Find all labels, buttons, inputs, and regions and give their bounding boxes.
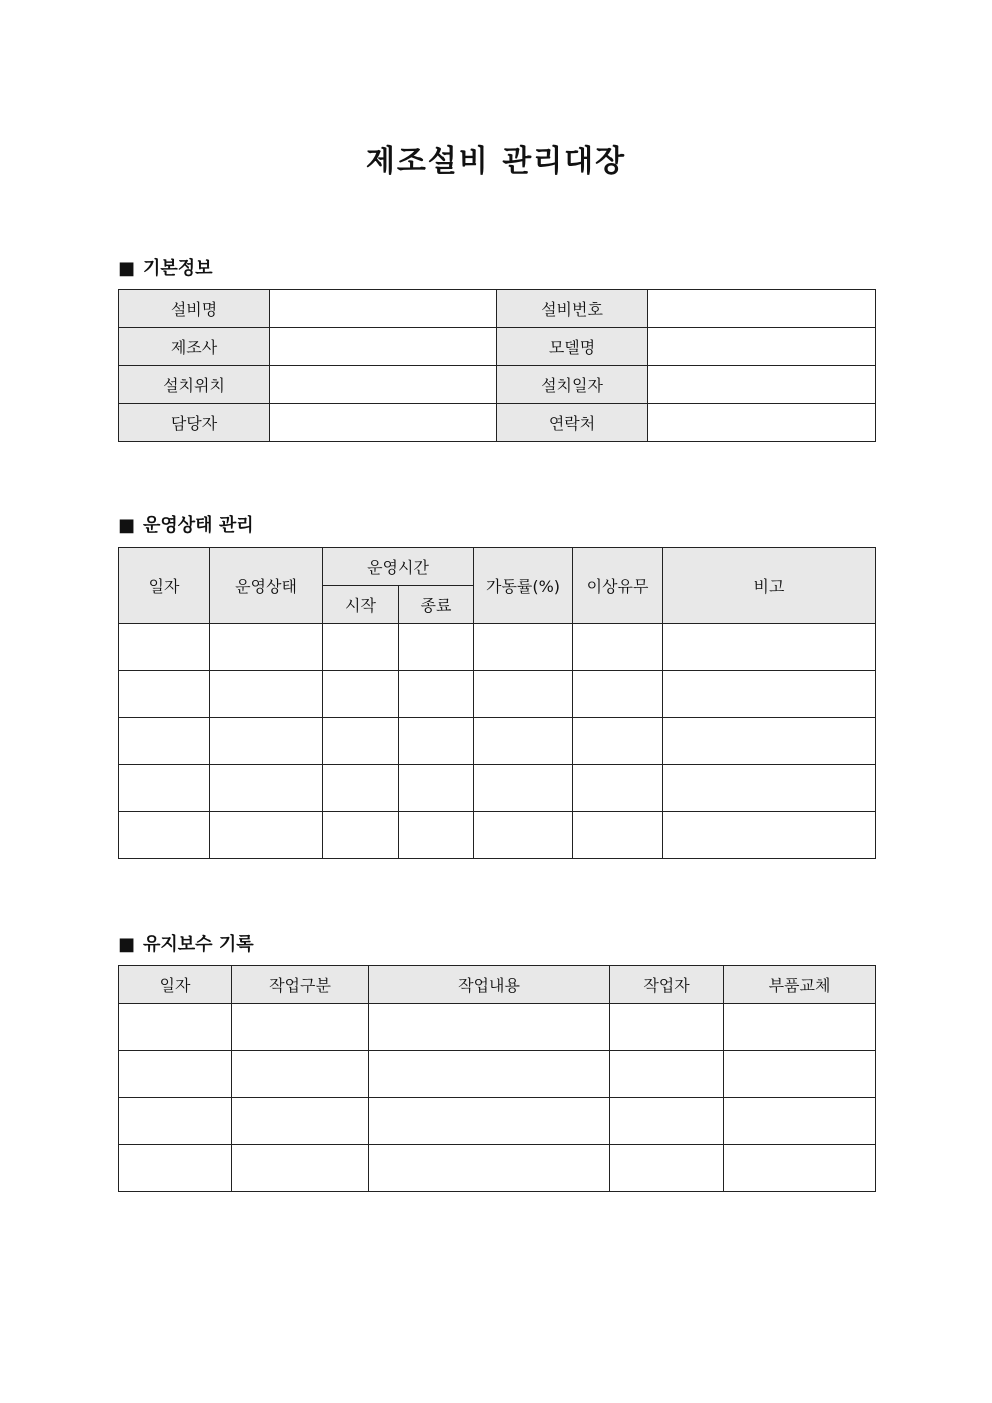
column-header-work-content: 작업내용: [369, 966, 610, 1004]
table-row: [119, 671, 876, 718]
field-value[interactable]: [270, 328, 497, 366]
table-cell[interactable]: [474, 718, 573, 765]
table-cell[interactable]: [474, 812, 573, 859]
table-row: [119, 1051, 876, 1098]
column-header-worker: 작업자: [610, 966, 724, 1004]
column-header-start: 시작: [323, 586, 399, 624]
table-row: [119, 624, 876, 671]
table-cell[interactable]: [724, 1004, 876, 1051]
table-cell[interactable]: [119, 1051, 232, 1098]
table-cell[interactable]: [232, 1145, 369, 1192]
table-cell[interactable]: [323, 624, 399, 671]
square-bullet-icon: ■: [118, 934, 136, 955]
table-cell[interactable]: [210, 671, 323, 718]
basic-info-table: [118, 289, 876, 442]
field-label: 설치일자: [497, 366, 648, 404]
column-header-date: 일자: [119, 966, 232, 1004]
table-cell[interactable]: [232, 1051, 369, 1098]
table-cell[interactable]: [724, 1098, 876, 1145]
table-cell[interactable]: [210, 812, 323, 859]
section-title: 유지보수 기록: [143, 934, 254, 955]
table-row: [119, 765, 876, 812]
table-cell[interactable]: [369, 1004, 610, 1051]
table-row: [119, 366, 876, 404]
table-cell[interactable]: [663, 812, 876, 859]
table-cell[interactable]: [210, 765, 323, 812]
field-value[interactable]: [270, 404, 497, 442]
table-cell[interactable]: [663, 718, 876, 765]
table-cell[interactable]: [663, 624, 876, 671]
table-cell[interactable]: [323, 718, 399, 765]
table-cell[interactable]: [210, 624, 323, 671]
table-cell[interactable]: [724, 1145, 876, 1192]
table-cell[interactable]: [369, 1051, 610, 1098]
table-cell[interactable]: [210, 718, 323, 765]
table-cell[interactable]: [119, 812, 210, 859]
column-header-anomaly: 이상유무: [573, 548, 663, 624]
column-header-status: 운영상태: [210, 548, 323, 624]
field-value[interactable]: [270, 290, 497, 328]
table-row: [119, 328, 876, 366]
field-label: 모델명: [497, 328, 648, 366]
field-value[interactable]: [648, 290, 876, 328]
table-row: [119, 718, 876, 765]
table-cell[interactable]: [399, 718, 474, 765]
field-label: 담당자: [119, 404, 270, 442]
table-cell[interactable]: [119, 765, 210, 812]
table-row: [119, 1004, 876, 1051]
column-header-end: 종료: [399, 586, 474, 624]
table-row: [119, 404, 876, 442]
table-cell[interactable]: [119, 718, 210, 765]
field-value[interactable]: [648, 366, 876, 404]
table-row: [119, 812, 876, 859]
table-cell[interactable]: [323, 765, 399, 812]
field-value[interactable]: [648, 328, 876, 366]
field-label: 설비명: [119, 290, 270, 328]
table-cell[interactable]: [663, 671, 876, 718]
table-cell[interactable]: [724, 1051, 876, 1098]
table-cell[interactable]: [610, 1051, 724, 1098]
square-bullet-icon: ■: [118, 258, 136, 279]
section-heading-maintenance: [118, 930, 254, 956]
table-cell[interactable]: [323, 812, 399, 859]
table-cell[interactable]: [573, 718, 663, 765]
table-cell[interactable]: [232, 1098, 369, 1145]
operation-status-table: [118, 547, 876, 859]
section-title: 운영상태 관리: [143, 515, 254, 536]
table-cell[interactable]: [610, 1098, 724, 1145]
table-cell[interactable]: [474, 671, 573, 718]
table-cell[interactable]: [119, 1098, 232, 1145]
table-cell[interactable]: [369, 1098, 610, 1145]
table-cell[interactable]: [610, 1145, 724, 1192]
table-cell[interactable]: [663, 765, 876, 812]
table-cell[interactable]: [573, 765, 663, 812]
table-cell[interactable]: [369, 1145, 610, 1192]
table-cell[interactable]: [399, 812, 474, 859]
section-heading-operation: [118, 511, 254, 537]
maintenance-log-table: [118, 965, 876, 1192]
field-value[interactable]: [270, 366, 497, 404]
table-cell[interactable]: [232, 1004, 369, 1051]
table-cell[interactable]: [119, 671, 210, 718]
table-cell[interactable]: [119, 1145, 232, 1192]
field-label: 설비번호: [497, 290, 648, 328]
column-header-uptime: 가동률(%): [474, 548, 573, 624]
section-heading-basic: [118, 254, 213, 280]
header-row: [119, 966, 876, 1004]
field-label: 설치위치: [119, 366, 270, 404]
field-label: 연락처: [497, 404, 648, 442]
column-header-date: 일자: [119, 548, 210, 624]
table-cell[interactable]: [399, 624, 474, 671]
square-bullet-icon: ■: [118, 515, 136, 536]
column-header-remarks: 비고: [663, 548, 876, 624]
table-row: [119, 290, 876, 328]
table-row: [119, 1098, 876, 1145]
field-value[interactable]: [648, 404, 876, 442]
table-cell[interactable]: [119, 624, 210, 671]
table-cell[interactable]: [399, 671, 474, 718]
header-row: [119, 548, 876, 586]
column-header-op-time: 운영시간: [323, 548, 474, 586]
table-cell[interactable]: [610, 1004, 724, 1051]
table-cell[interactable]: [399, 765, 474, 812]
table-cell[interactable]: [474, 624, 573, 671]
document-title: 제조설비 관리대장: [365, 144, 627, 179]
table-cell[interactable]: [474, 765, 573, 812]
table-cell[interactable]: [323, 671, 399, 718]
table-cell[interactable]: [573, 624, 663, 671]
table-cell[interactable]: [573, 812, 663, 859]
table-cell[interactable]: [573, 671, 663, 718]
field-label: 제조사: [119, 328, 270, 366]
table-cell[interactable]: [119, 1004, 232, 1051]
column-header-work-type: 작업구분: [232, 966, 369, 1004]
column-header-parts: 부품교체: [724, 966, 876, 1004]
section-title: 기본정보: [143, 258, 213, 279]
table-row: [119, 1145, 876, 1192]
